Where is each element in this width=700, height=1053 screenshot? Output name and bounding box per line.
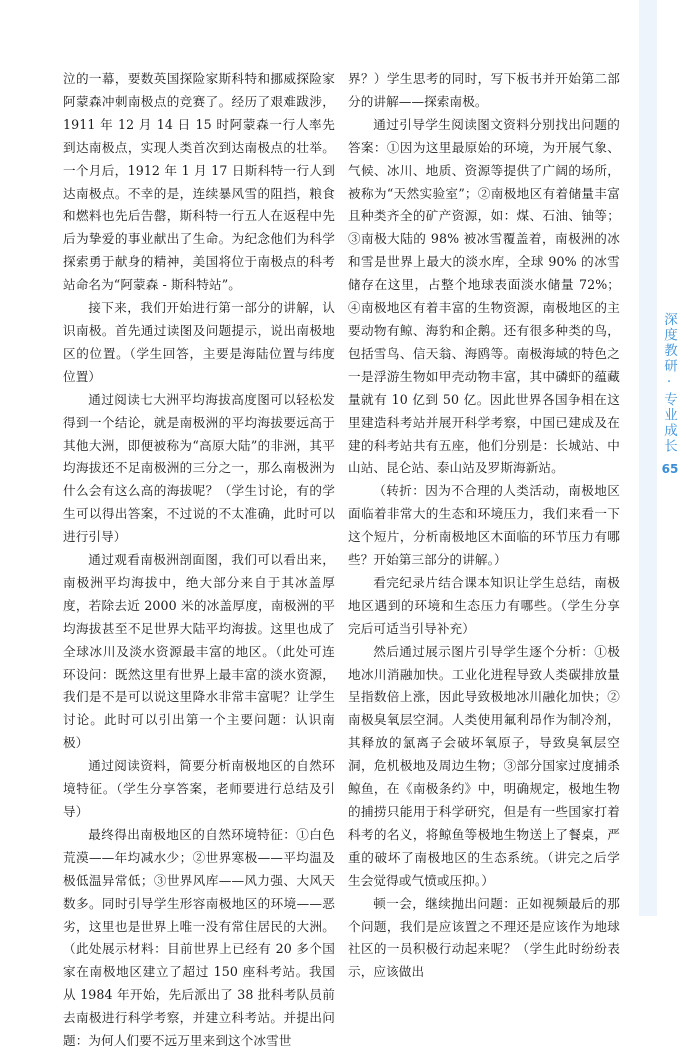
sidebar-band [639,0,657,916]
paragraph: 通过阅读七大洲平均海拔高度图可以轻松发得到一个结论，就是南极洲的平均海拔要远高于其他大洲，即便被称为“高原大陆”的非洲，其平均海拔还不足南极洲的三分之一，那么南极洲为什么会有这么高的海拔呢？（学生讨论，有的学生可以得出答案，不过说的不太准确，此时可以进行引导） [63,391,335,545]
paragraph: 通过阅读资料，简要分析南极地区的自然环境特征。（学生分享答案，老师要进行总结及引导） [63,758,335,819]
paragraph: 看完纪录片结合课本知识让学生总结，南极地区遇到的环境和生态压力有哪些。（学生分享完后可适当引导补充） [348,574,620,636]
paragraph: 界？）学生思考的同时，写下板书并开始第二部分的讲解——探索南极。 [348,71,620,109]
page-number: 65 [661,462,679,476]
paragraph: 接下来，我们开始进行第一部分的讲解，认识南极。首先通过读图及问题提示，说出南极地区的位置。（学生回答，主要是海陆位置与纬度位置） [63,300,335,384]
page-sidebar [639,0,700,916]
paragraph: 通过引导学生阅读图文资料分别找出问题的答案：①因为这里最原始的环境，为开展气象、气候、冰川、地质、资源等提供了广阔的场所，被称为“天然实验室”；②南极地区有着储量丰富且种类齐全的矿产资源，如：煤、石油、铀等；③南极大陆的 98% 被冰雪覆盖着，南极洲的冰和雪是世界上最大的淡水库，全球 90% 的冰雪储存在这里，占整个地球表面淡水储量 72%；④南极地区有着丰富的生物资源，南极地区的主要动物有鲸、海豹和企鹅。还有很多种类的鸟，包括雪鸟、信天翁、海鸥等。南极海域的特色之一是浮游生物如甲壳动物丰富，其中磷虾的蕴藏量就有 10 亿到 50 亿。因此世界各国争相在这里建造科考站并展开科学考察，中国已建成及在建的科考站共有五座，他们分别是：长城站、中山站、昆仑站、泰山站及罗斯海新站。 [348,116,620,476]
paragraph: 最终得出南极地区的自然环境特征：①白色荒漠——年均减水少；②世界寒极——平均温及极低温异常低；③世界风库——风力强、大风天数多。同时引导学生形容南极地区的环境——恶劣，这里也是世界上唯一没有常住居民的大洲。（此处展示材料：目前世界上已经有 20 多个国家在南极地区建立了超过 150 座科考站。我国从 1984 年开始，先后派出了 38 批科考队员前去南极进行科学考察，并建立科考站。并提出问题：为何人们要不远万里来到这个冰雪世 [63,826,335,1049]
left-column [63,68,335,1053]
right-column [348,68,620,984]
paragraph: 泣的一幕，要数英国探险家斯科特和挪威探险家阿蒙森冲刺南极点的竞赛了。经历了艰难跋涉，1911 年 12 月 14 日 15 时阿蒙森一行人率先到达南极点，实现人类首次到达南极点的壮举。一个月后，1912 年 1 月 17 日斯科特一行人到达南极点。不幸的是，连续暴风雪的阻挡，粮食和燃料也先后告罄，斯科特一行五人在返程中先后为挚爱的事业献出了生命。为纪念他们为科学探索勇于献身的精神，美国将位于南极点的科考站命名为“阿蒙森 - 斯科特站”。 [63,71,335,293]
paragraph: 通过观看南极洲剖面图，我们可以看出来，南极洲平均海拔中，绝大部分来自于其冰盖厚度，若除去近 2000 米的冰盖厚度，南极洲的平均海拔甚至不足世界大陆平均海拔。这里也成了全球冰川及淡水资源最丰富的地区。（此处可连环设问：既然这里有世界上最丰富的淡水资源，我们是不是可以说这里降水非常丰富呢？让学生讨论。此时可以引出第一个主要问题：认识南极） [63,552,335,751]
section-title: 深度教研·专业成长 [661,312,677,454]
paragraph: 然后通过展示图片引导学生逐个分析：①极地冰川消融加快。工业化进程导致人类碳排放量呈指数倍上涨，因此导致极地冰川融化加快；②南极臭氧层空洞。人类使用氟利昂作为制冷剂，其释放的氯离子会破坏氧原子，导致臭氧层空洞，危机极地及周边生物；③部分国家过度捕杀鲸鱼，在《南极条约》中，明确规定，极地生物的捕捞只能用于科学研究，但是有一些国家打着科考的名义，将鲸鱼等极地生物送上了餐桌，严重的破坏了南极地区的生态系统。（讲完之后学生会觉得或气愤或压抑。） [348,643,620,888]
paragraph: 顿一会，继续抛出问题：正如视频最后的那个问题，我们是应该置之不理还是应该作为地球社区的一员积极行动起来呢？（学生此时纷纷表示，应该做出 [348,895,620,980]
paragraph: （转折：因为不合理的人类活动，南极地区面临着非常大的生态和环境压力，我们来看一下这个短片，分析南极地区木面临的环节压力有哪些？开始第三部分的讲解。） [348,483,620,568]
